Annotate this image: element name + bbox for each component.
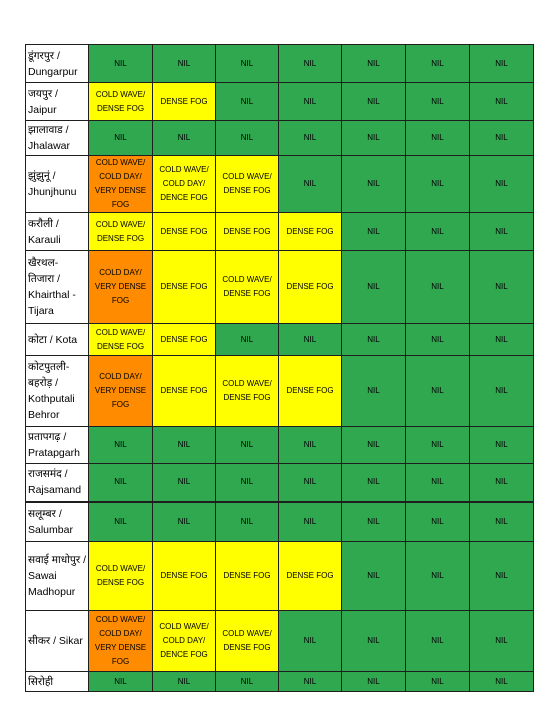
warning-cell: NIL (279, 121, 342, 156)
warning-cell: NIL (470, 45, 534, 83)
table-row (26, 156, 534, 213)
warning-cell: NIL (406, 45, 470, 83)
warning-cell: DENSE FOG (216, 542, 279, 611)
warning-cell: NIL (406, 611, 470, 672)
warning-cell: DENSE FOG (153, 251, 216, 324)
table-row (26, 464, 534, 502)
table-row (26, 83, 534, 121)
warning-cell: COLD WAVE/ DENSE FOG (89, 324, 153, 356)
warning-cell: NIL (470, 324, 534, 356)
warning-cell: NIL (216, 464, 279, 502)
warning-cell: NIL (406, 324, 470, 356)
warning-cell: NIL (342, 45, 406, 83)
warning-cell: NIL (153, 672, 216, 692)
warning-cell: DENSE FOG (153, 83, 216, 121)
warning-cell: COLD DAY/ VERY DENSE FOG (89, 356, 153, 427)
warning-cell: COLD WAVE/ DENSE FOG (216, 156, 279, 213)
warning-cell: NIL (342, 464, 406, 502)
warning-cell: COLD DAY/ VERY DENSE FOG (89, 251, 153, 324)
district-name: सीकर / Sikar (26, 611, 89, 672)
warning-cell: NIL (470, 542, 534, 611)
warning-cell: NIL (406, 542, 470, 611)
table-row (26, 502, 534, 542)
warning-cell: DENSE FOG (153, 213, 216, 251)
warning-cell: NIL (406, 121, 470, 156)
warning-cell: NIL (342, 427, 406, 464)
warning-cell: DENSE FOG (279, 356, 342, 427)
warning-cell: DENSE FOG (153, 324, 216, 356)
warning-cell: DENSE FOG (279, 251, 342, 324)
warning-cell: NIL (470, 251, 534, 324)
warning-cell: NIL (216, 502, 279, 542)
warning-cell: NIL (406, 83, 470, 121)
district-name: जयपुर / Jaipur (26, 83, 89, 121)
table-row (26, 427, 534, 464)
warning-cell: NIL (470, 427, 534, 464)
warning-cell: NIL (153, 121, 216, 156)
district-name: झुंझुनूं / Jhunjhunu (26, 156, 89, 213)
warning-cell: NIL (342, 121, 406, 156)
warning-cell: COLD WAVE/ DENSE FOG (216, 611, 279, 672)
warning-cell: COLD WAVE/ DENSE FOG (89, 83, 153, 121)
table-row (26, 611, 534, 672)
warning-cell: NIL (279, 324, 342, 356)
warning-cell: NIL (216, 83, 279, 121)
district-name: डूंगरपुर / Dungarpur (26, 45, 89, 83)
warning-cell: NIL (89, 427, 153, 464)
warning-cell: COLD WAVE/ COLD DAY/ VERY DENSE FOG (89, 156, 153, 213)
warning-cell: NIL (342, 251, 406, 324)
table-row (26, 251, 534, 324)
warning-cell: NIL (470, 464, 534, 502)
district-name: सिरोही (26, 672, 89, 692)
district-name: कोटपुतली- बहरोड़ / Kothputali Behror (26, 356, 89, 427)
warning-cell: NIL (153, 502, 216, 542)
district-name: सलूम्बर / Salumbar (26, 502, 89, 542)
warning-cell: NIL (470, 672, 534, 692)
table-row (26, 213, 534, 251)
table-body (26, 45, 534, 692)
table-row (26, 672, 534, 692)
warning-cell: NIL (216, 324, 279, 356)
warning-cell: NIL (279, 427, 342, 464)
warning-cell: NIL (342, 672, 406, 692)
table-row (26, 542, 534, 611)
warning-cell: NIL (89, 672, 153, 692)
warning-cell: NIL (89, 45, 153, 83)
warning-cell: NIL (470, 356, 534, 427)
warning-cell: NIL (216, 121, 279, 156)
warning-cell: NIL (216, 672, 279, 692)
warning-cell: COLD WAVE/ DENSE FOG (89, 213, 153, 251)
warning-cell: NIL (342, 83, 406, 121)
warning-cell: NIL (342, 356, 406, 427)
district-name: प्रतापगढ़ / Pratapgarh (26, 427, 89, 464)
district-warning-table (25, 44, 534, 692)
table-row (26, 324, 534, 356)
warning-cell: NIL (406, 502, 470, 542)
warning-cell: NIL (470, 83, 534, 121)
warning-cell: NIL (89, 464, 153, 502)
warning-cell: NIL (153, 464, 216, 502)
district-name: सवाई माधोपुर / Sawai Madhopur (26, 542, 89, 611)
warning-cell: NIL (406, 356, 470, 427)
warning-cell: NIL (279, 611, 342, 672)
warning-cell: NIL (342, 611, 406, 672)
warning-cell: NIL (406, 464, 470, 502)
warning-cell: NIL (342, 542, 406, 611)
warning-cell: NIL (342, 156, 406, 213)
warning-cell: COLD WAVE/ DENSE FOG (89, 542, 153, 611)
warning-cell: DENSE FOG (279, 542, 342, 611)
warning-cell: NIL (342, 324, 406, 356)
warning-cell: NIL (470, 611, 534, 672)
district-name: खैरथल- तिजारा / Khairthal - Tijara (26, 251, 89, 324)
warning-cell: NIL (342, 213, 406, 251)
table-row (26, 121, 534, 156)
warning-cell: NIL (406, 251, 470, 324)
warning-cell: COLD WAVE/ COLD DAY/ VERY DENSE FOG (89, 611, 153, 672)
district-name: कोटा / Kota (26, 324, 89, 356)
warning-cell: NIL (279, 156, 342, 213)
warning-cell: NIL (89, 121, 153, 156)
warning-cell: NIL (406, 213, 470, 251)
warning-cell: NIL (406, 427, 470, 464)
warning-cell: NIL (279, 83, 342, 121)
warning-cell: NIL (342, 502, 406, 542)
warning-cell: COLD WAVE/ COLD DAY/ DENCE FOG (153, 156, 216, 213)
warning-cell: NIL (279, 464, 342, 502)
warning-cell: NIL (279, 45, 342, 83)
district-name: झालावाड / Jhalawar (26, 121, 89, 156)
warning-cell: DENSE FOG (279, 213, 342, 251)
warning-cell: NIL (216, 427, 279, 464)
warning-cell: NIL (406, 672, 470, 692)
district-name: राजसमंद / Rajsamand (26, 464, 89, 502)
warning-cell: NIL (279, 672, 342, 692)
warning-cell: NIL (153, 427, 216, 464)
warning-cell: COLD WAVE/ COLD DAY/ DENCE FOG (153, 611, 216, 672)
warning-cell: DENSE FOG (216, 213, 279, 251)
warning-cell: COLD WAVE/ DENSE FOG (216, 251, 279, 324)
warning-cell: NIL (470, 121, 534, 156)
warning-cell: NIL (279, 502, 342, 542)
warning-cell: NIL (470, 502, 534, 542)
warning-cell: NIL (406, 156, 470, 213)
warning-cell: NIL (89, 502, 153, 542)
warning-cell: NIL (153, 45, 216, 83)
warning-cell: NIL (216, 45, 279, 83)
warning-cell: DENSE FOG (153, 542, 216, 611)
warning-cell: DENSE FOG (153, 356, 216, 427)
district-name: करौली / Karauli (26, 213, 89, 251)
warning-cell: COLD WAVE/ DENSE FOG (216, 356, 279, 427)
warning-cell: NIL (470, 213, 534, 251)
table-row (26, 45, 534, 83)
table-row (26, 356, 534, 427)
warning-cell: NIL (470, 156, 534, 213)
